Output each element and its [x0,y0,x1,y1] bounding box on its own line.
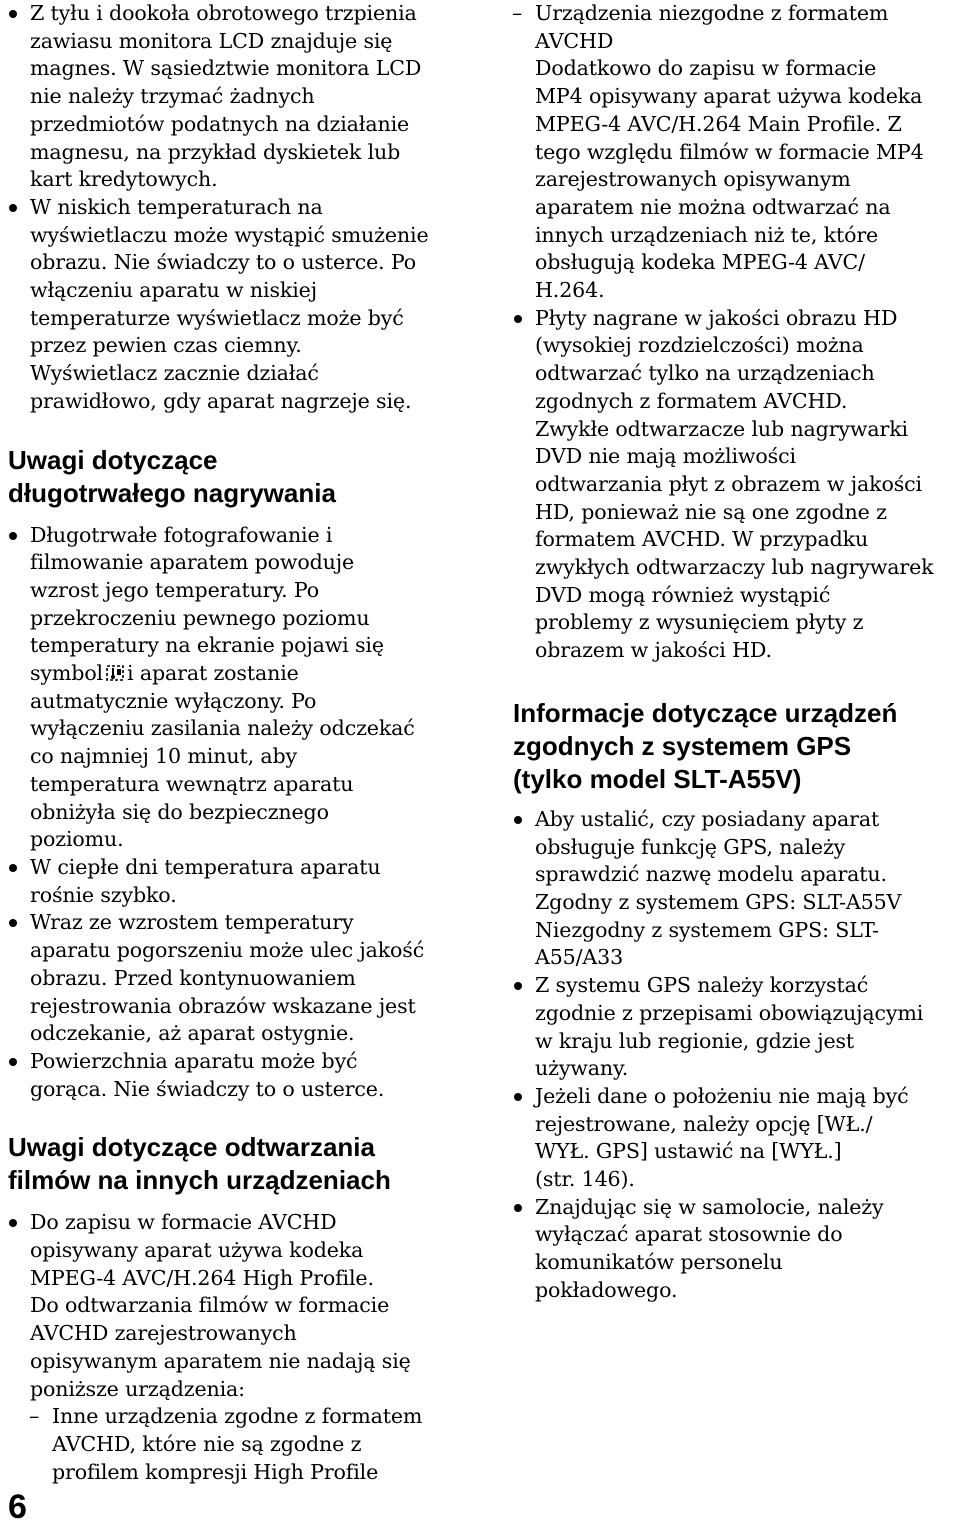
bullet-gps-regulations: Z systemu GPS należy korzystać zgodnie z przepisami obowiązującymi w kraju lub regionie, gdzie jest używany. [513,972,960,1083]
bullet-image-quality: Wraz ze wzrostem temperatury aparatu pogorszeniu może ulec jakość obrazu. Przed kontynuowaniem rejestrowania obrazów wskazane jest odczekanie, aż aparat ostygnie. [8,909,460,1048]
left-column [8,0,460,1486]
bullet-warm-days: W ciepłe dni temperatura aparatu rośnie szybko. [8,854,460,909]
temperature-warning-icon [106,664,124,682]
bullet-hd-discs: Płyty nagrane w jakości obrazu HD (wysokiej rozdzielczości) można odtwarzać tylko na urządzeniach zgodnych z formatem AVCHD. Zwykłe odtwarzacze lub nagrywarki DVD nie mają możliwości odtwarzania płyt z obrazem w jakości HD, ponieważ nie są one zgodne z formatem AVCHD. W przypadku zwykłych odtwarzaczy lub nagrywarek DVD mogą również wystąpić problemy z wysunięciem płyty z obrazem w jakości HD. [513,305,960,665]
bullet-gps-off: Jeżeli dane o położeniu nie mają być rejestrowane, należy opcję [WŁ./ WYŁ. GPS] ustawić na [WYŁ.] (str. 146). [513,1083,960,1194]
mp4-paragraph: Dodatkowo do zapisu w formacie MP4 opisywany aparat używa kodeka MPEG-4 AVC/H.264 Main Profile. Z tego względu filmów w formacie MP4 zarejestrowanych opisywanym aparatem nie można odtwarzać na innych urządzeniach niż te, które obsługują kodeka MPEG-4 AVC/ H.264. [535,56,924,303]
dash-item-other-devices: – Inne urządzenia zgodne z formatem AVCHD, które nie są zgodne z profilem kompresji High Profile [8,1403,460,1486]
bullet-airplane: Znajdując się w samolocie, należy wyłączać aparat stosownie do komunikatów personelu pokładowego. [513,1194,960,1305]
bullet-low-temperature: W niskich temperaturach na wyświetlaczu może wystąpić smużenie obrazu. Nie świadczy to o usterce. Po włączeniu aparatu w niskiej temperaturze wyświetlacz może być przez pewien czas ciemny. Wyświetlacz zacznie działać prawidłowo, gdy aparat nagrzeje się. [8,194,460,416]
bullet-hot-surface: Powierzchnia aparatu może być gorąca. Nie świadczy to o usterce. [8,1048,460,1103]
page-number: 6 [8,1488,27,1526]
long-recording-text-2: i aparat zostanie autmatycznie wyłączony. Po wyłączeniu zasilania należy odczekać co najmniej 10 minut, aby temperatura wewnątrz aparatu obniżyła się do bezpiecznego poziomu. [30,661,415,852]
bullet-magnet: Z tyłu i dookoła obrotowego trzpienia zawiasu monitora LCD znajduje się magnes. W sąsiedztwie monitora LCD nie należy trzymać żadnych przedmiotów podatnych na działanie magnesu, na przykład dyskietek lub kart kredytowych. [8,0,460,194]
heading-gps: Informacje dotyczące urządzeń zgodnych z systemem GPS (tylko model SLT-A55V) [513,697,898,794]
dash-item-non-avchd: – Urządzenia niezgodne z formatem AVCHD [491,0,960,55]
heading-long-recording: Uwagi dotyczące długotrwałego nagrywania [8,444,336,508]
bullet-avchd-playback: Do zapisu w formacie AVCHD opisywany aparat używa kodeka MPEG-4 AVC/H.264 High Profile. Do odtwarzania filmów w formacie AVCHD zarejestrowanych opisywanym aparatem nie nadają się poniższe urządzenia: [8,1209,460,1403]
heading-playback: Uwagi dotyczące odtwarzania filmów na innych urządzeniach [8,1132,391,1196]
long-recording-text-1: Długotrwałe fotografowanie i filmowanie aparatem powoduje wzrost jego temperatury. Po przekroczeniu pewnego poziomu temperatury na ekranie pojawi się symbol [30,522,384,686]
bullet-gps-model: Aby ustalić, czy posiadany aparat obsługuje funkcję GPS, należy sprawdzić nazwę modelu aparatu. Zgodny z systemem GPS: SLT-A55V Niezgodny z systemem GPS: SLT- A55/A33 [513,806,960,972]
bullet-long-recording [8,522,460,854]
right-column [513,0,960,1305]
